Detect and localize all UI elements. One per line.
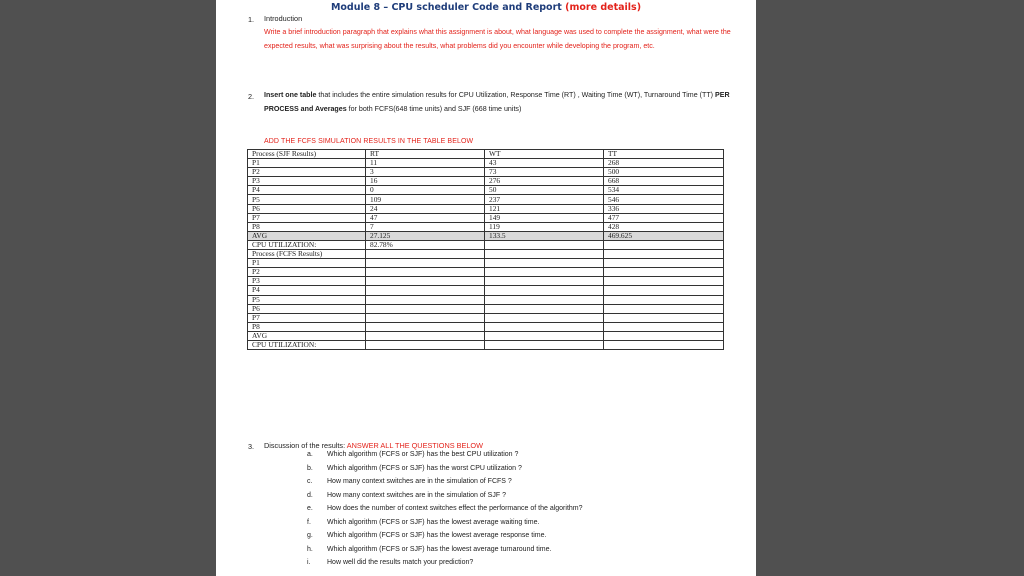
table-cell[interactable]	[485, 313, 604, 322]
table-cell[interactable]: 237	[485, 195, 604, 204]
section1-number: 1.	[248, 15, 255, 24]
question-letter: c.	[307, 478, 313, 485]
question-text: How many context switches are in the simulation of SJF ?	[327, 491, 506, 499]
table-cell[interactable]: 0	[366, 186, 485, 195]
table-cell[interactable]: P1	[248, 159, 366, 168]
table-cell[interactable]: P3	[248, 177, 366, 186]
table-cell[interactable]: 24	[366, 204, 485, 213]
question-text: Which algorithm (FCFS or SJF) has the lowest average waiting time.	[327, 518, 540, 526]
table-cell[interactable]	[604, 250, 724, 259]
table-cell[interactable]: 27.125	[366, 231, 485, 240]
table-cell[interactable]	[604, 240, 724, 249]
section3-heading: Discussion of the results: ANSWER ALL THE QUESTIONS BELOW	[264, 441, 483, 450]
table-cell[interactable]	[485, 331, 604, 340]
table-cell[interactable]	[366, 277, 485, 286]
table-cell[interactable]: TT	[604, 150, 724, 159]
table-cell[interactable]	[366, 286, 485, 295]
table-cell[interactable]: 668	[604, 177, 724, 186]
table-cell[interactable]: Process (SJF Results)	[248, 150, 366, 159]
table-cell[interactable]: 7	[366, 222, 485, 231]
table-cell[interactable]	[485, 304, 604, 313]
table-cell[interactable]	[485, 250, 604, 259]
table-row	[248, 177, 724, 186]
table-cell[interactable]: P5	[248, 295, 366, 304]
table-row	[248, 331, 724, 340]
table-cell[interactable]: 469.625	[604, 231, 724, 240]
table-cell[interactable]: P8	[248, 222, 366, 231]
table-row	[248, 231, 724, 240]
table-cell[interactable]: 534	[604, 186, 724, 195]
table-row	[248, 150, 724, 159]
table-cell[interactable]	[366, 295, 485, 304]
table-row	[248, 204, 724, 213]
table-cell[interactable]: 3	[366, 168, 485, 177]
table-cell[interactable]	[604, 304, 724, 313]
table-cell[interactable]	[485, 295, 604, 304]
document-page	[216, 0, 756, 576]
table-cell[interactable]	[485, 322, 604, 331]
table-cell[interactable]: CPU UTILIZATION:	[248, 340, 366, 349]
table-row	[248, 222, 724, 231]
question-text: How many context switches are in the simulation of FCFS ?	[327, 478, 512, 485]
table-cell[interactable]: P4	[248, 286, 366, 295]
table-cell[interactable]: 428	[604, 222, 724, 231]
table-cell[interactable]: 16	[366, 177, 485, 186]
table-cell[interactable]	[366, 313, 485, 322]
table-row	[248, 250, 724, 259]
table-cell[interactable]: P4	[248, 186, 366, 195]
table-row	[248, 186, 724, 195]
table-row	[248, 322, 724, 331]
question-letter: i.	[307, 559, 311, 566]
page-title: Module 8 – CPU scheduler Code and Report (more details)	[330, 2, 642, 13]
table-cell[interactable]: 121	[485, 204, 604, 213]
table-cell[interactable]	[366, 304, 485, 313]
table-row	[248, 295, 724, 304]
question-text: Which algorithm (FCFS or SJF) has the best CPU utilization ?	[327, 451, 519, 458]
table-cell[interactable]: 11	[366, 159, 485, 168]
table-cell[interactable]: P6	[248, 304, 366, 313]
table-cell[interactable]	[366, 340, 485, 349]
table-cell[interactable]	[485, 240, 604, 249]
table-row	[248, 159, 724, 168]
table-cell[interactable]: P3	[248, 277, 366, 286]
table-cell[interactable]	[366, 259, 485, 268]
table-cell[interactable]: P7	[248, 313, 366, 322]
table-cell[interactable]	[604, 259, 724, 268]
table-cell[interactable]	[366, 268, 485, 277]
table-cell[interactable]: 268	[604, 159, 724, 168]
section1-body: Write a brief introduction paragraph that explains what this assignment is about, what language was used to complete the assignment, what were the expected results, what was surprising about the results, what problems did you encounter while developing the program, etc.	[264, 28, 731, 50]
table-cell[interactable]: 546	[604, 195, 724, 204]
table-cell[interactable]: 276	[485, 177, 604, 186]
table-cell[interactable]	[366, 322, 485, 331]
section1-heading: Introduction	[264, 14, 303, 23]
table-cell[interactable]: AVG	[248, 331, 366, 340]
question-letter: e.	[307, 505, 313, 512]
question-text: Which algorithm (FCFS or SJF) has the lowest average turnaround time.	[327, 545, 552, 553]
table-row	[248, 168, 724, 177]
table-cell[interactable]: 500	[604, 168, 724, 177]
table-cell[interactable]	[604, 268, 724, 277]
table-cell[interactable]: CPU UTILIZATION:	[248, 240, 366, 249]
question-text: How does the number of context switches effect the performance of the algorithm?	[327, 505, 583, 512]
table-caption: ADD THE FCFS SIMULATION RESULTS IN THE TABLE BELOW	[264, 138, 474, 145]
table-cell[interactable]	[485, 277, 604, 286]
question-letter: a.	[307, 451, 313, 458]
table-cell[interactable]: P7	[248, 213, 366, 222]
section3-number: 3.	[248, 442, 255, 451]
table-row	[248, 268, 724, 277]
table-cell[interactable]: RT	[366, 150, 485, 159]
table-cell[interactable]: 119	[485, 222, 604, 231]
table-cell[interactable]	[604, 277, 724, 286]
table-cell[interactable]: 477	[604, 213, 724, 222]
table-cell[interactable]: P5	[248, 195, 366, 204]
table-cell[interactable]: P1	[248, 259, 366, 268]
question-letter: g.	[307, 532, 313, 539]
table-cell[interactable]: 149	[485, 213, 604, 222]
table-row	[248, 313, 724, 322]
table-cell[interactable]: AVG	[248, 231, 366, 240]
table-row	[248, 259, 724, 268]
question-text: How well did the results match your prediction?	[327, 559, 474, 566]
table-row	[248, 277, 724, 286]
table-cell[interactable]	[604, 286, 724, 295]
question-text: Which algorithm (FCFS or SJF) has the worst CPU utilization ?	[327, 464, 522, 472]
table-cell[interactable]	[604, 313, 724, 322]
table-cell[interactable]: P8	[248, 322, 366, 331]
table-cell[interactable]: WT	[485, 150, 604, 159]
table-cell[interactable]: P6	[248, 204, 366, 213]
table-cell[interactable]: 82.78%	[366, 240, 485, 249]
table-cell[interactable]: 47	[366, 213, 485, 222]
question-letter: b.	[307, 464, 313, 472]
table-cell[interactable]	[485, 268, 604, 277]
table-cell[interactable]: Process (FCFS Results)	[248, 250, 366, 259]
table-row	[248, 213, 724, 222]
table-row	[248, 195, 724, 204]
table-cell[interactable]: P2	[248, 268, 366, 277]
table-cell[interactable]: 43	[485, 159, 604, 168]
table-row	[248, 304, 724, 313]
table-cell[interactable]: 73	[485, 168, 604, 177]
section2-body: Insert one table that includes the entire simulation results for CPU Utilization, Response Time (RT) , Waiting Time (WT), Turnaround Time (TT) PER PROCESS and Averages for both FCFS(648 time units) and SJF (668 time units)	[264, 91, 730, 113]
table-cell[interactable]: P2	[248, 168, 366, 177]
section2-number: 2.	[248, 92, 255, 101]
table-cell[interactable]	[604, 340, 724, 349]
question-letter: h.	[307, 545, 313, 553]
table-cell[interactable]	[604, 331, 724, 340]
table-cell[interactable]: 50	[485, 186, 604, 195]
table-cell[interactable]	[604, 295, 724, 304]
table-row	[248, 286, 724, 295]
table-cell[interactable]	[366, 331, 485, 340]
table-cell[interactable]: 336	[604, 204, 724, 213]
question-letter: d.	[307, 491, 313, 499]
results-table	[247, 149, 724, 350]
table-cell[interactable]: 109	[366, 195, 485, 204]
table-cell[interactable]	[485, 259, 604, 268]
table-row	[248, 340, 724, 349]
table-cell[interactable]	[366, 250, 485, 259]
question-letter: f.	[307, 518, 311, 526]
table-cell[interactable]	[485, 340, 604, 349]
table-cell[interactable]	[604, 322, 724, 331]
table-cell[interactable]	[485, 286, 604, 295]
table-cell[interactable]: 133.5	[485, 231, 604, 240]
more-details-link[interactable]: (more details)	[565, 2, 642, 13]
table-row	[248, 240, 724, 249]
question-text: Which algorithm (FCFS or SJF) has the lowest average response time.	[327, 532, 547, 539]
